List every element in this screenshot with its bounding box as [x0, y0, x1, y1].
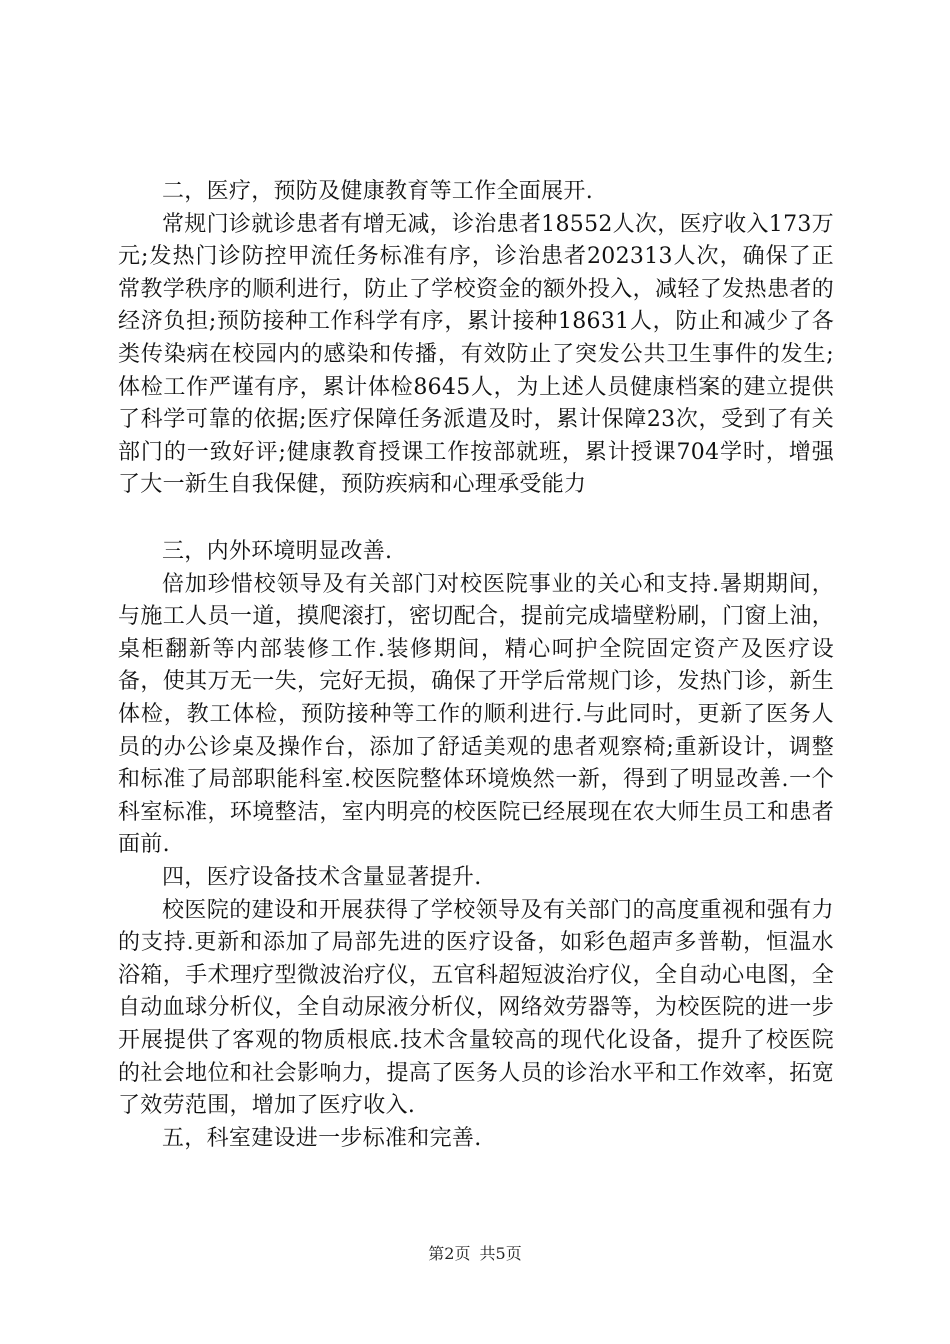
paragraph-equipment: 校医院的建设和开展获得了学校领导及有关部门的高度重视和强有力的支持.更新和添加了局部先进的医疗设备，如彩色超声多普勒，恒温水浴箱，手术理疗型微波治疗仪，五官科超短波治疗仪，全自动心电图，全自动血球分析仪，全自动尿液分析仪，网络效劳器等，为校医院的进一步开展提供了客观的物质根底.技术含量较高的现代化设备，提升了校医院的社会地位和社会影响力，提高了医务人员的诊治水平和工作效率，拓宽了效劳范围，增加了医疗收入.	[118, 897, 834, 1119]
section-heading-3: 三，内外环境明显改善.	[162, 539, 393, 564]
paragraph-environment: 倍加珍惜校领导及有关部门对校医院事业的关心和支持.暑期期间，与施工人员一道，摸爬滚打，密切配合，提前完成墙壁粉刷，门窗上油，桌柜翻新等内部装修工作.装修期间，精心呵护全院固定资产及医疗设备，使其万无一失，完好无损，确保了开学后常规门诊，发热门诊，新生体检，教工体检，预防接种等工作的顺利进行.与此同时，更新了医务人员的办公诊桌及操作台，添加了舒适美观的患者观察椅;重新设计，调整和标准了局部职能科室.校医院整体环境焕然一新，得到了明显改善.一个科室标准，环境整洁，室内明亮的校医院已经展现在农大师生员工和患者面前.	[118, 571, 834, 858]
section-heading-4: 四，医疗设备技术含量显著提升.	[162, 864, 482, 890]
section-heading-5: 五，科室建设进一步标准和完善.	[162, 1125, 482, 1151]
page-number: 第2页	[428, 1244, 471, 1263]
section-heading-2: 二，医疗，预防及健康教育等工作全面展开.	[162, 179, 593, 204]
section-block-1	[118, 176, 834, 502]
page-total: 共5页	[479, 1244, 522, 1263]
section-block-2	[118, 536, 834, 1155]
page-footer	[0, 1244, 950, 1264]
paragraph-medical-work: 常规门诊就诊患者有增无减，诊治患者18552人次，医疗收入173万元;发热门诊防控甲流任务标准有序，诊治患者202313人次，确保了正常教学秩序的顺利进行，防止了学校资金的额外投入，减轻了发热患者的经济负担;预防接种工作科学有序，累计接种18631人，防止和减少了各类传染病在校园内的感染和传播，有效防止了突发公共卫生事件的发生;体检工作严谨有序，累计体检8645人，为上述人员健康档案的建立提供了科学可靠的依据;医疗保障任务派遣及时，累计保障23次，受到了有关部门的一致好评;健康教育授课工作按部就班，累计授课704学时，增强了大一新生自我保健，预防疾病和心理承受能力	[118, 211, 834, 498]
